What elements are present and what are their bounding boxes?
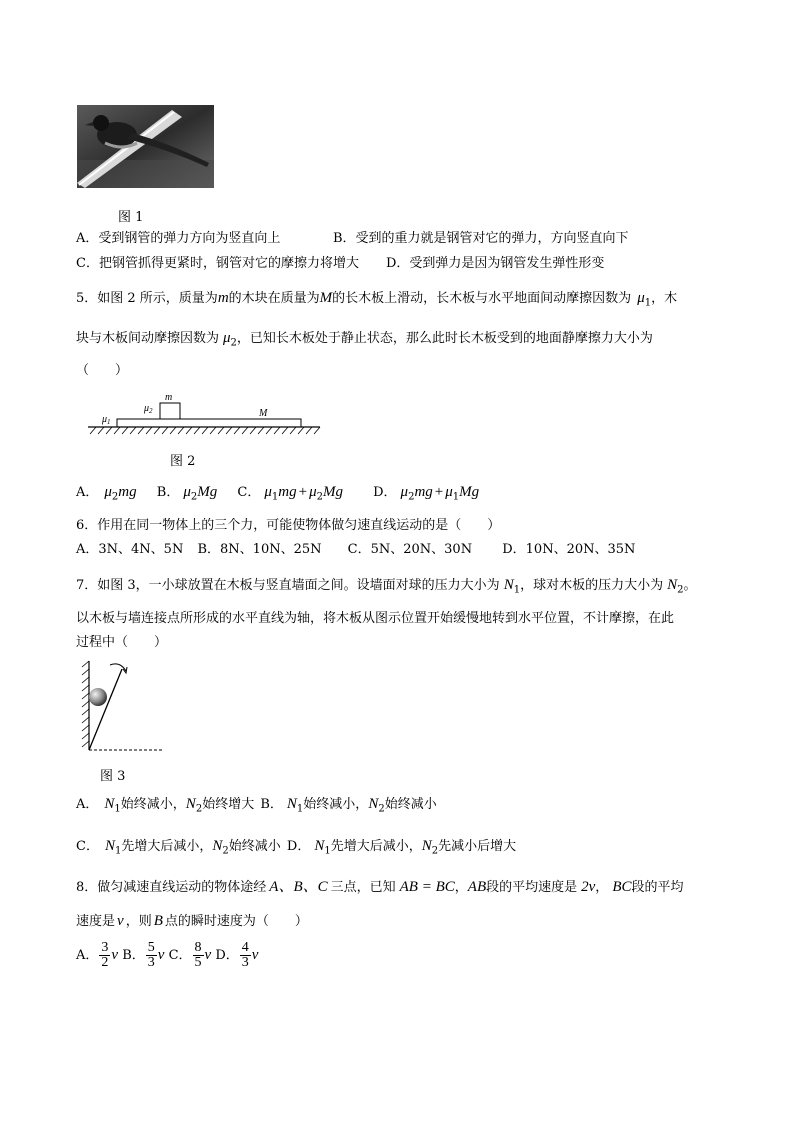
q8-equation: AB = BC — [399, 879, 455, 895]
q5-option-d-e2: Mg — [459, 484, 480, 500]
fraction-numerator: 5 — [147, 940, 155, 955]
q5-M: M — [319, 290, 333, 306]
fig2-m-label: m — [165, 392, 173, 403]
q6-options — [76, 542, 635, 558]
fraction-denominator: 3 — [241, 955, 249, 970]
q8-ab: AB — [467, 879, 487, 895]
q7-stem-line3: 过程中（ ） — [76, 635, 168, 650]
q5-mu: μ — [223, 330, 231, 346]
figure-2-caption: 图 2 — [170, 454, 196, 469]
q8-option-d-fraction — [240, 941, 251, 970]
q7-option-a-b: 始终减小， — [120, 797, 186, 812]
q7-sub: 2 — [222, 845, 229, 857]
q7-text: ，球对木板的压力大小为 — [520, 578, 664, 593]
q7-sub: 2 — [378, 803, 385, 815]
fraction-numerator: 8 — [194, 940, 202, 955]
bird-photo-image — [77, 105, 214, 188]
q7-N: N — [104, 796, 115, 812]
q7-sub: 1 — [513, 584, 521, 596]
q8-option-b-label: B． — [122, 948, 145, 963]
fraction-numerator: 4 — [241, 940, 249, 955]
q8-option-v: v — [157, 947, 165, 963]
q5-option-d-e1: mg — [414, 484, 433, 500]
q7-sub: 2 — [677, 584, 684, 596]
q5-sub: 1 — [271, 491, 279, 503]
q8-options — [76, 936, 258, 975]
fraction-numerator: 3 — [101, 940, 109, 955]
q7-option-c-c: 始终减小 — [228, 839, 281, 854]
q5-mu: μ — [309, 484, 317, 500]
q5-text: ，已知长木板处于静止状态，那么此时长木板受到的地面静摩擦力大小为 — [236, 331, 653, 346]
q5-text: 5．如图 2 所示，质量为 — [76, 291, 218, 306]
fraction-denominator: 3 — [147, 955, 155, 970]
q6-stem: 6．作用在同一物体上的三个力，可能使物体做匀速直线运动的是（ ） — [76, 518, 501, 533]
q8-text: 速度是 — [76, 914, 116, 929]
q8-option-d-label: D． — [215, 948, 239, 963]
q8-bc: BC — [612, 879, 632, 895]
q8-option-v: v — [204, 947, 212, 963]
q5-option-c-e1: mg — [278, 484, 297, 500]
q5-stem-line1 — [76, 290, 677, 312]
q8-2v: 2v — [581, 879, 596, 895]
q5-sub: 2 — [408, 491, 415, 503]
q5-answer-paren: （ ） — [76, 363, 129, 378]
q5-option-a-label: A． — [76, 485, 99, 500]
fraction-denominator: 5 — [194, 955, 202, 970]
q8-text: 三点，已知 — [330, 880, 396, 895]
wall-hatching — [82, 661, 89, 747]
q8-v: v — [117, 913, 124, 929]
figure-2-diagram — [86, 392, 326, 436]
q7-option-d-label: D． — [286, 839, 311, 854]
q5-mu: μ — [637, 290, 645, 306]
fraction-denominator: 2 — [101, 955, 109, 970]
fig2-mu1: $\mu_1$ — [102, 414, 111, 426]
q7-N: N — [212, 838, 223, 854]
q7-option-b-c: 始终减小 — [384, 797, 437, 812]
q5-mu: μ — [264, 484, 272, 500]
q7-N: N — [185, 796, 196, 812]
q8-option-v: v — [111, 947, 119, 963]
block-m — [160, 403, 180, 419]
q8-stem-line1 — [76, 879, 684, 896]
q7-sub: 2 — [195, 803, 203, 815]
q7-text: 。 — [683, 578, 697, 593]
q5-option-d-plus: + — [434, 484, 444, 500]
q7-sub: 1 — [296, 803, 304, 815]
q5-option-b-expr: Mg — [197, 484, 218, 500]
q7-option-c-b: 先增大后减小， — [121, 839, 213, 854]
q7-option-d-c: 先减小后增大 — [438, 839, 517, 854]
q5-text: 的木块在质量为 — [228, 291, 320, 306]
figure-3-diagram — [80, 657, 170, 753]
q7-sub: 1 — [114, 803, 121, 815]
q4-option-a: A．受到钢管的弹力方向为竖直向上 — [76, 231, 281, 246]
q8-B: B — [153, 913, 163, 929]
q8-option-a-label: A． — [76, 948, 99, 963]
q7-N: N — [421, 838, 432, 854]
q7-option-b-b: 始终减小， — [303, 797, 369, 812]
q5-sub: 2 — [111, 491, 119, 503]
q5-stem-line2 — [76, 330, 653, 352]
q4-option-b: B．受到的重力就是钢管对它的弹力，方向竖直向下 — [333, 231, 629, 246]
q4-option-d: D．受到弹力是因为钢管发生弹性形变 — [386, 256, 605, 271]
q5-sub: 1 — [452, 491, 460, 503]
q5-sub: 2 — [316, 491, 323, 503]
q7-N: N — [368, 796, 379, 812]
q8-text: ，则 — [125, 914, 152, 929]
q7-sub: 2 — [431, 845, 439, 857]
q5-sub: 2 — [190, 491, 198, 503]
q8-text: 段的平均速度是 — [486, 880, 578, 895]
q5-text: ，木 — [651, 291, 678, 306]
q5-option-c-plus: + — [298, 484, 308, 500]
q5-mu: μ — [445, 484, 453, 500]
long-board — [117, 419, 301, 427]
q8-text: ， — [454, 880, 468, 895]
q7-sub: 1 — [114, 845, 122, 857]
q7-option-a-c: 始终增大 — [202, 797, 255, 812]
q7-option-a-label: A． — [76, 797, 99, 812]
q7-options-row2 — [76, 837, 516, 861]
q8-option-v: v — [251, 947, 259, 963]
figure-1-caption: 图 1 — [118, 210, 144, 225]
q7-N: N — [286, 796, 297, 812]
q7-option-b-label: B． — [260, 797, 283, 812]
q7-option-c-label: C． — [76, 839, 99, 854]
figure-1-photo — [77, 105, 214, 188]
q6-option-c: C．5N、20N、30N — [347, 542, 473, 557]
q5-mu: μ — [104, 484, 112, 500]
fig2-mu2: $\mu_2$ — [144, 403, 153, 415]
q5-m: m — [217, 290, 229, 306]
q7-text: 7．如图 3，一小球放置在木板与竖直墙面之间。设墙面对球的压力大小为 — [76, 578, 500, 593]
q5-mu-sub: 2 — [230, 337, 237, 349]
q6-option-d: D．10N、20N、35N — [502, 542, 636, 557]
q7-option-d-b: 先增大后减小， — [330, 839, 422, 854]
q5-mu: μ — [400, 484, 409, 500]
q8-points: A、B、C — [269, 879, 328, 895]
q5-text: 的长木板上滑动，长木板与水平地面间动摩擦因数为 — [332, 291, 632, 306]
q6-option-b: B．8N、10N、25N — [197, 542, 322, 557]
q8-option-c-fraction — [193, 941, 204, 970]
q7-N2: N — [667, 577, 678, 593]
q5-mu-sub: 1 — [644, 297, 652, 309]
q8-text: 8．做匀减速直线运动的物体途经 — [76, 880, 267, 895]
q5-option-c-e2: Mg — [322, 484, 343, 500]
q8-option-a-fraction — [99, 941, 110, 970]
q5-option-a-expr: mg — [118, 484, 137, 500]
q8-option-c-label: C． — [168, 948, 192, 963]
q5-option-d-label: D． — [373, 485, 397, 500]
q7-options-row1 — [76, 795, 437, 819]
q7-stem-line1 — [76, 577, 697, 599]
fig2-M-label: M — [259, 408, 268, 419]
q8-stem-line2 — [76, 913, 308, 930]
q8-text: ， — [595, 880, 609, 895]
q4-option-c: C．把钢管抓得更紧时，钢管对它的摩擦力将增大 — [76, 256, 359, 271]
q5-options — [76, 483, 479, 507]
figure-3-caption: 图 3 — [100, 769, 126, 784]
q7-N1: N — [503, 577, 514, 593]
q8-option-b-fraction — [146, 941, 157, 970]
q8-text: 段的平均 — [631, 880, 684, 895]
board-line — [89, 669, 122, 750]
q7-stem-line2: 以木板与墙连接点所形成的水平直线为轴，将木板从图示位置开始缓慢地转到水平位置，不计摩擦，在此 — [76, 611, 675, 626]
ball — [89, 688, 107, 706]
ground-hatching — [90, 427, 320, 434]
q5-text: 块与木板间动摩擦因数为 — [76, 331, 220, 346]
q6-option-a: A．3N、4N、5N — [76, 542, 184, 557]
q5-mu: μ — [183, 484, 191, 500]
q7-N: N — [104, 838, 115, 854]
q5-option-b-label: B． — [156, 485, 180, 500]
q5-option-c-label: C． — [237, 485, 261, 500]
q8-text: 点的瞬时速度为（ ） — [164, 914, 308, 929]
q7-sub: 1 — [324, 845, 331, 857]
q7-N: N — [314, 838, 325, 854]
